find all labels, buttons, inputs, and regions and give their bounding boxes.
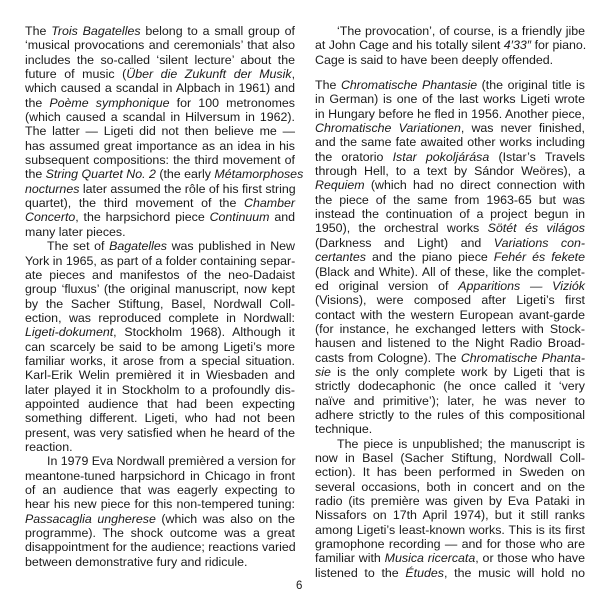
text-line [25,81,295,95]
text-run: (the original title is [477,78,585,93]
text-line [25,397,295,411]
text-run: present, was very satisfied when he heard of the [25,425,295,440]
text-run: strictly dodecaphonic (he once called it ‘very [315,379,585,394]
text-run: casts from Cologne). The [315,350,461,365]
text-run: hear his new piece for this non-tempered tuning: [25,497,295,512]
text-line [25,540,295,554]
text-line [25,368,295,382]
text-run: 1950), the orchestral works [315,221,488,236]
text-line [25,139,295,153]
text-run: now in Basel (Sacher Stiftung, Nordwall Coll- [315,450,585,465]
text-run: technique. [315,422,373,437]
text-line [315,121,585,135]
text-run: through Hell, to a text by Sándor Weöres), a [315,164,585,179]
text-run: ection, was reproduced complete in Nordwall: [25,310,295,325]
paragraph [25,454,295,569]
text-line [315,394,585,408]
italic-title: Études [405,565,444,580]
text-run: (Visions), were composed after Ligeti’s first [315,293,585,308]
text-run: Karl-Erik Welin premièred it in Wiesbaden and [25,368,295,383]
text-line [25,67,295,81]
text-run: the oratorio [315,149,393,164]
italic-title: Istar pokoljárása [392,149,490,164]
text-line [315,336,585,350]
text-run: Cage is said to have been deeply offended. [315,52,554,67]
italic-title: nocturnes [25,181,80,196]
text-line [315,480,585,494]
italic-title: Apparitions — Viziók [458,278,586,293]
text-run: subsequent compositions: the third movement of [25,153,295,168]
text-line [25,526,295,540]
text-line [315,265,585,279]
italic-title: Poème symphonique [49,95,170,110]
text-line [25,426,295,440]
text-line [315,322,585,336]
text-line [315,551,585,565]
text-line [315,494,585,508]
italic-title: Chromatische Phanta- [460,350,585,365]
text-run: disappointment for the audience; reactions varied [25,540,296,555]
text-run: appointed audience that had been expecting [25,396,295,411]
text-line [25,383,295,397]
italic-title: Requiem [315,178,365,193]
text-run: for piano. [531,38,587,53]
text-run: many later pieces. [25,224,126,239]
text-run: includes the so-called ‘silent lecture’ about the [25,52,295,67]
text-run: at John Cage and his totally silent [315,38,504,53]
italic-title: Sötét és világos [487,221,585,236]
text-line [315,92,585,106]
text-run: (which caused a scandal in Hilversum in 1962). [25,110,295,125]
text-line [315,465,585,479]
text-run: familiar works, it arose from a special situation. [25,353,295,368]
text-run: ection). It has been performed in Sweden on [315,465,585,480]
italic-title: certantes [315,250,366,265]
text-line [315,408,585,422]
text-run: (which was also on the [155,511,295,526]
text-run: The piece is unpublished; the manuscript is [337,436,585,451]
text-line [315,150,585,164]
text-run: for 100 metronomes [169,95,295,110]
text-run: the [25,167,46,182]
text-line [315,207,585,221]
text-run: reaction. [25,439,73,454]
paragraph [25,24,304,239]
text-line [315,279,585,293]
text-line [315,379,585,393]
text-run: The [25,24,52,38]
text-line [25,555,295,569]
text-run: can scarcely be said to be among Ligeti’s more [25,339,295,354]
paragraph [315,437,585,580]
italic-title: Passacaglia ungherese [25,511,156,526]
text-line [315,178,585,192]
paragraph [25,239,295,454]
text-run: quartet), the third movement of the [25,196,245,211]
text-run: hausen and listened to the Night Radio Broad- [315,336,585,351]
text-run: by the Sacher Stiftung, Basel, Nordwall Coll- [25,296,295,311]
text-line [315,566,585,580]
text-line [25,239,295,253]
text-run: (the early [155,167,215,182]
text-line [25,354,295,368]
text-line [25,182,295,196]
text-line [315,53,585,67]
text-line [315,78,585,92]
text-line [25,469,295,483]
text-run: has assumed great importance as an idea in his [25,138,295,153]
italic-title: sie [315,364,331,379]
text-line [315,437,585,451]
text-run: among Ligeti’s least-known works. This is its first [315,522,585,537]
text-run: programme). The shock outcome was a great [25,526,295,541]
italic-title: Chromatische Variationen [315,121,461,136]
text-run: which caused a scandal in Alpbach in 1961) and [25,81,295,96]
text-run: (Istar’s Travels [489,149,585,164]
text-run: (for instance, he exchanged letters with Stock- [315,321,585,336]
text-run: , was never finished, [460,121,585,136]
text-run: and the same fate awaited other works including [315,135,585,150]
text-line [25,225,295,239]
text-run: of an audience that was eagerly expecting to [25,483,295,497]
text-line [315,135,585,149]
text-run: several occasions, both in concert and on the [315,479,585,494]
text-line [315,24,585,38]
text-line [25,210,295,224]
text-run: gramophone recording — and for those who are [315,537,585,552]
text-line [25,497,295,511]
text-run: group ‘fluxus’ (the original manuscript, now kept [25,282,295,297]
text-line [315,351,585,365]
italic-title: Ligeti-dokument [25,325,114,340]
italic-title: Concerto [25,210,76,225]
text-line [315,508,585,522]
text-line [315,365,585,379]
text-run: is the only complete work by Ligeti that is [330,364,585,379]
italic-title: Chromatische Phantasie [340,78,478,93]
text-run: meantone-tuned harpsichord in Chicago in front [25,468,295,483]
text-line [25,24,295,38]
text-run: the piece of the same from 1963-65 but was [315,192,585,207]
italic-title: String Quartet No. 2 [45,167,156,182]
italic-title: Musica ricercata [384,551,476,566]
text-line [25,512,295,526]
text-run: ‘musical provocations and ceremonials’ that also [25,38,295,53]
text-run: The set of [47,239,110,254]
text-run: , the harpsichord piece [75,210,210,225]
text-run: ate pieces and manifestos of the neo-Dadaist [25,267,295,282]
text-line [25,38,295,52]
text-line [315,250,585,264]
italic-title: Bagatelles [109,239,167,254]
italic-title: Fehér és fekete [493,250,585,265]
text-line [25,167,304,182]
text-line [315,193,585,207]
text-line [315,221,585,235]
text-line [25,311,295,325]
text-line [25,268,295,282]
text-run: (which had no direct connection with [364,178,585,193]
text-run: in Hungary before he fled in 1956. Another piece, [315,106,585,121]
text-line [315,308,585,322]
text-run: naïve and primitive’); later, he was never to [315,393,585,408]
text-run: something different. Ligeti, who had not been [25,411,295,426]
italic-title: Chamber [244,196,295,211]
text-run: In 1979 Eva Nordwall premièred a version for [47,454,296,469]
text-line [315,537,585,551]
italic-title: Métamorphoses [214,167,304,182]
text-run: (Black and White). All of these, like the complet- [315,264,585,279]
text-run: and [269,210,295,225]
text-run: , or those who have [475,551,586,566]
text-line [315,523,585,537]
text-run: (Darkness and Light) and [315,235,494,250]
text-run: adhere strictly to the rules of this compositional [315,407,585,422]
paragraph-gap [315,67,585,78]
text-run: belong to a small group of [140,24,295,38]
text-line [25,282,295,296]
text-line [25,96,295,110]
text-run: later played it in Stockholm to a profoundly dis- [25,382,295,397]
italic-title: Über die Zukunft der Musik [126,67,292,82]
text-run: between demonstrative fury and ridicule. [25,554,248,569]
page-number: 6 [296,580,303,592]
italic-title: 4′33″ [503,38,532,53]
text-run: The latter — Ligeti did not then believe me — [25,124,295,139]
text-run: Nissafors on 17th April 1974), but it still ranks [315,508,585,523]
text-line [315,422,585,436]
text-line [25,411,295,425]
text-run: instead the continuation of a project begun in [315,207,585,222]
text-run: , the music will hold no [444,565,586,580]
text-run: contact with the western European avant-garde [315,307,585,322]
text-line [315,107,585,121]
text-run: The [315,78,341,93]
text-line [315,38,585,52]
text-line [25,153,295,167]
text-line [315,164,585,178]
paragraph [315,24,585,67]
text-run: future of music ( [25,67,127,82]
paragraph [315,78,585,437]
left-column [25,24,304,569]
text-run: the [25,95,50,110]
text-run: ed original version of [315,278,459,293]
italic-title: Variations con- [493,235,585,250]
text-line [25,340,295,354]
text-run: , [291,67,296,82]
text-line [25,53,295,67]
text-line [25,110,295,124]
text-line [25,297,295,311]
text-run: York in 1965, as part of a folder containing separ- [25,253,296,268]
text-line [25,124,295,138]
italic-title: Continuum [209,210,270,225]
text-line [25,440,295,454]
text-run: radio (its première was given by Eva Pataki in [315,494,585,508]
text-line [315,236,585,250]
text-line [315,451,585,465]
text-line [25,325,295,339]
text-run: , Stockholm 1968). Although it [113,325,295,340]
text-line [25,254,295,268]
text-run: was published in New [166,239,295,254]
text-run: in German) is one of the last works Ligeti wrote [315,92,585,107]
right-column [315,24,585,580]
text-line [25,454,295,468]
text-run: ‘The provocation’, of course, is a friendly jibe [337,24,585,38]
text-line [315,293,585,307]
text-line [25,483,295,497]
text-run: and the piano piece [365,250,494,265]
text-run: listened to the [315,565,406,580]
text-line [25,196,295,210]
italic-title: Trois Bagatelles [51,24,141,38]
text-run: familiar with [315,551,385,566]
text-run: later assumed the rôle of his first string [79,181,296,196]
